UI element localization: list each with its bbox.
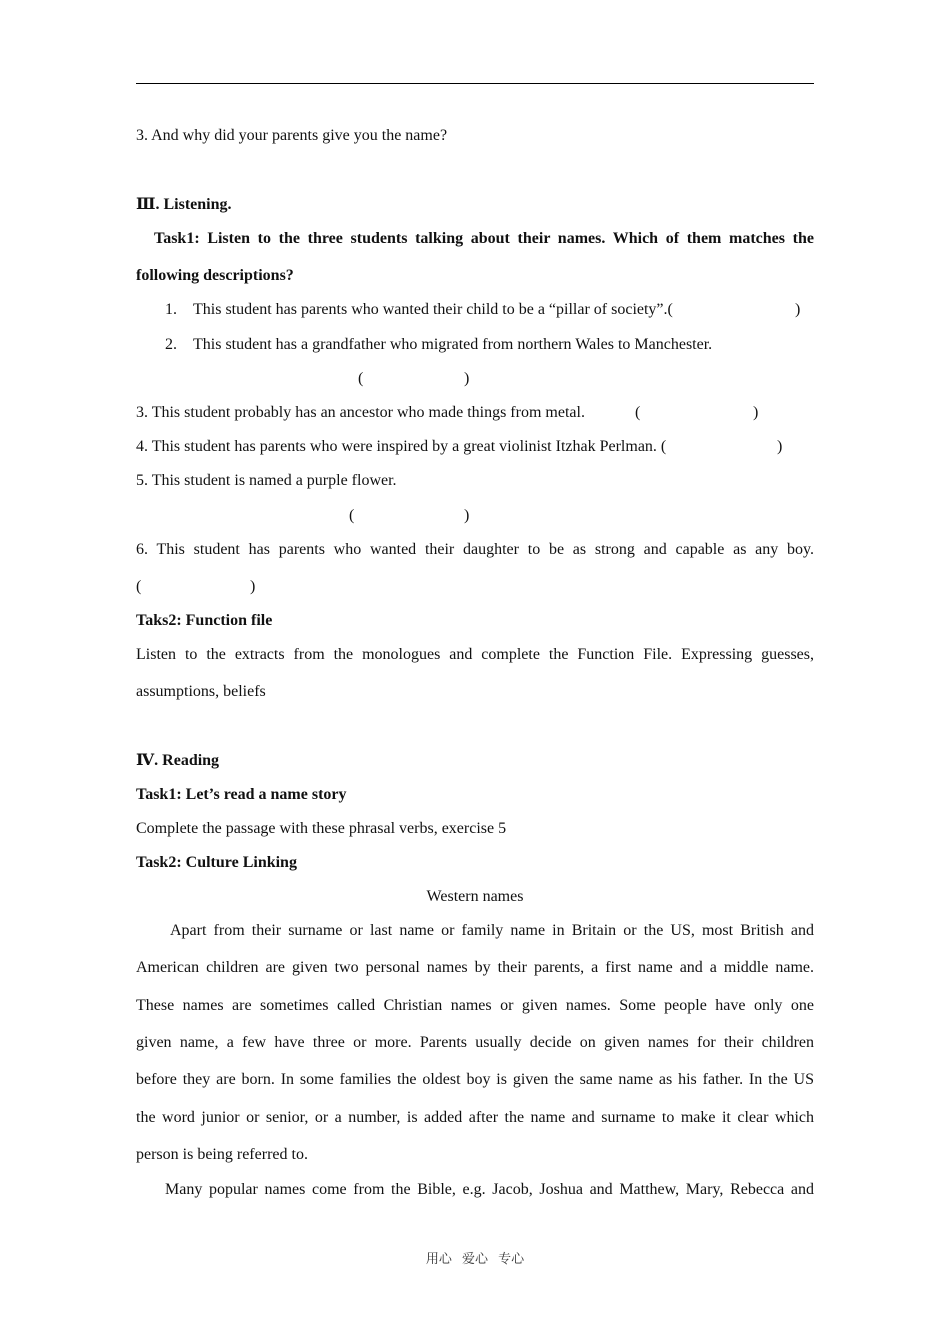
passage-line: Many popular names come from the Bible, e.g. Jacob, Joshua and Matthew, Mary, Rebecca and <box>165 1181 814 1198</box>
answer-blank-close: ) <box>464 370 470 387</box>
item-text: This student has a grandfather who migrated from northern Wales to Manchester. <box>193 336 713 353</box>
task2-instruction-line1: Listen to the extracts from the monologues and complete the Function File. Expressing guesses, <box>136 646 814 663</box>
reading-task2-heading: Task2: Culture Linking <box>136 854 297 871</box>
listening-item-1 <box>165 300 815 320</box>
page-footer: 用心 爱心 专心 <box>425 1252 525 1267</box>
answer-blank-open: ( <box>136 578 142 595</box>
answer-blank-close: ) <box>777 438 783 455</box>
task2-heading: Taks2: Function file <box>136 612 273 629</box>
question-3: 3. And why did your parents give you the name? <box>136 127 448 144</box>
item-text: 3. This student probably has an ancestor who made things from metal. <box>136 404 585 421</box>
passage-line: Apart from their surname or last name or family name in Britain or the US, most British and <box>170 922 814 939</box>
item-number: 2. <box>165 336 177 353</box>
reading-task1-heading: Task1: Let’s read a name story <box>136 786 347 803</box>
listening-item-5: 5. This student is named a purple flower. <box>136 472 397 489</box>
header-rule <box>136 83 814 84</box>
task1-instruction-line1: Task1: Listen to the three students talking about their names. Which of them matches the <box>154 230 814 247</box>
answer-blank-open: ( <box>635 404 641 421</box>
passage-line: given name, a few have three or more. Parents usually decide on given names for their children <box>136 1034 814 1051</box>
task2-instruction-line2: assumptions, beliefs <box>136 683 266 700</box>
passage-line: American children are given two personal names by their parents, a first name and a middle name. <box>136 959 814 976</box>
item-text: This student has parents who wanted their child to be a “pillar of society”.( <box>193 301 673 318</box>
answer-blank-open: ( <box>358 370 364 387</box>
listening-item-6: 6. This student has parents who wanted their daughter to be as strong and capable as any boy. <box>136 541 814 558</box>
passage-line: person is being referred to. <box>136 1146 308 1163</box>
answer-blank-close: ) <box>753 404 759 421</box>
passage-line: These names are sometimes called Christian names or given names. Some people have only one <box>136 997 814 1014</box>
answer-blank-close: ) <box>795 301 801 318</box>
answer-blank-close: ) <box>250 578 256 595</box>
listening-item-2 <box>165 335 815 355</box>
answer-blank-open: ( <box>349 507 355 524</box>
listening-item-3 <box>136 403 814 423</box>
section-reading-heading: Ⅳ. Reading <box>136 752 220 769</box>
answer-blank-close: ) <box>464 507 470 524</box>
passage-title: Western names <box>426 888 524 905</box>
section-listening-heading: Ⅲ. Listening. <box>136 196 232 213</box>
task1-instruction-line2: following descriptions? <box>136 267 294 284</box>
passage-line: before they are born. In some families the oldest boy is given the same name as his father. In the US <box>136 1071 814 1088</box>
listening-item-4 <box>136 437 814 457</box>
reading-task1-instruction: Complete the passage with these phrasal verbs, exercise 5 <box>136 820 507 837</box>
item-number: 1. <box>165 301 177 318</box>
passage-line: the word junior or senior, or a number, is added after the name and surname to make it clear which <box>136 1109 814 1126</box>
item-text: 4. This student has parents who were inspired by a great violinist Itzhak Perlman. ( <box>136 438 667 455</box>
